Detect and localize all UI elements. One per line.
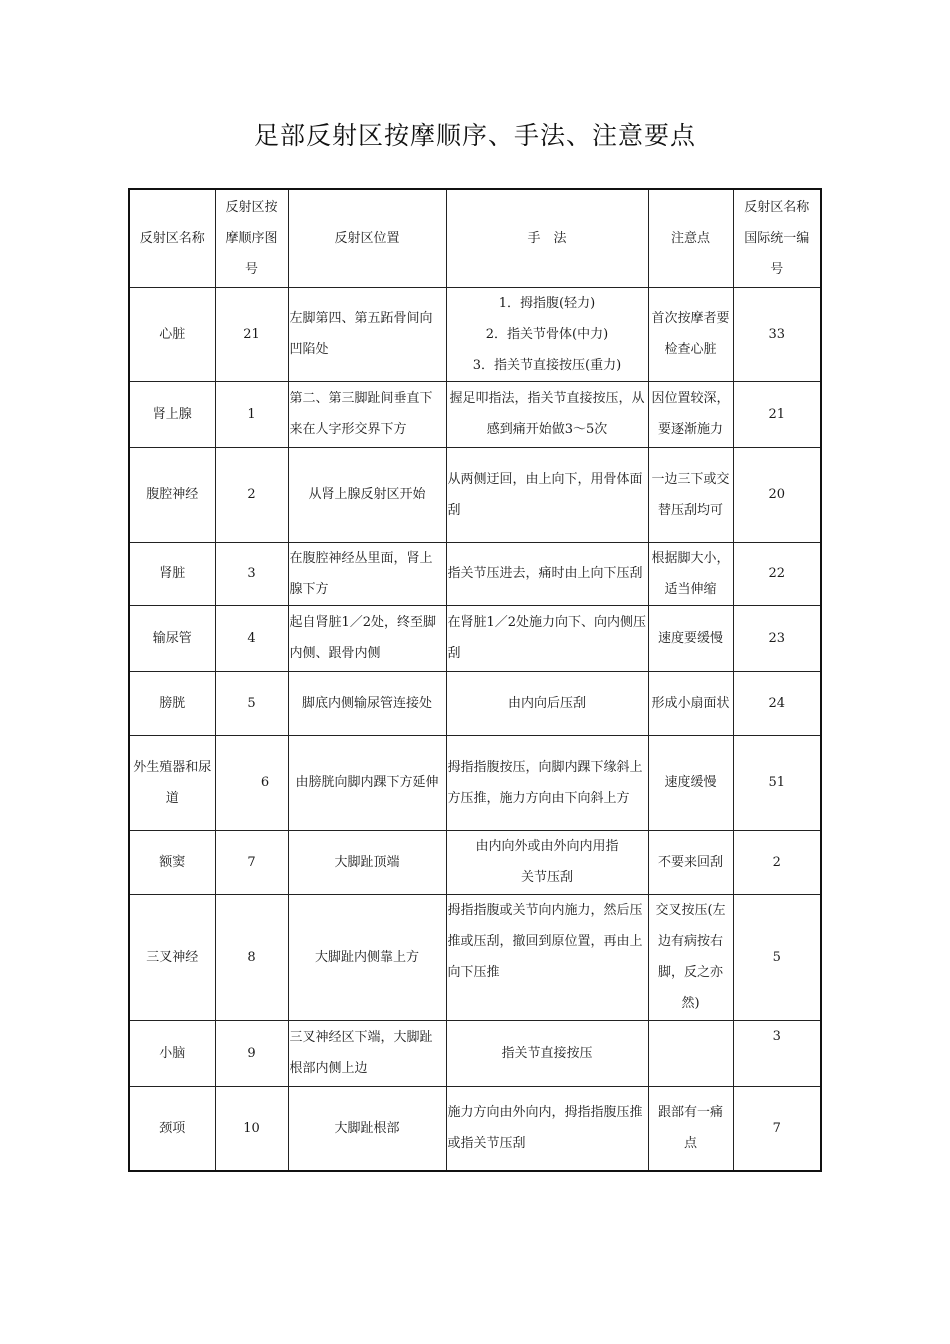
zone-position: 大脚趾根部 bbox=[288, 1086, 446, 1171]
zone-position: 由膀胱向脚内踝下方延伸 bbox=[288, 735, 446, 830]
zone-name: 腹腔神经 bbox=[129, 447, 215, 542]
table-row bbox=[129, 605, 821, 671]
zone-position: 起自肾脏1／2处，终至脚内侧、跟骨内侧 bbox=[288, 605, 446, 671]
zone-name: 肾脏 bbox=[129, 542, 215, 605]
zone-intl-code: 33 bbox=[733, 287, 821, 381]
zone-name: 外生殖器和尿道 bbox=[129, 735, 215, 830]
zone-technique: 1．拇指腹(轻力) 2．指关节骨体(中力) 3．指关节直接按压(重力) bbox=[446, 287, 648, 381]
header-position: 反射区位置 bbox=[288, 189, 446, 287]
table-header-row bbox=[129, 189, 821, 287]
zone-position: 第二、第三脚趾间垂直下来在人字形交界下方 bbox=[288, 381, 446, 447]
table-row bbox=[129, 894, 821, 1020]
zone-technique: 由内向后压刮 bbox=[446, 671, 648, 735]
zone-order: 3 bbox=[215, 542, 288, 605]
page-title: 足部反射区按摩顺序、手法、注意要点 bbox=[253, 121, 696, 150]
table-row bbox=[129, 381, 821, 447]
header-order: 反射区按 摩顺序图 号 bbox=[215, 189, 288, 287]
zone-intl-code: 22 bbox=[733, 542, 821, 605]
zone-order: 9 bbox=[215, 1020, 288, 1086]
zone-technique: 从两侧迂回，由上向下，用骨体面刮 bbox=[446, 447, 648, 542]
reflex-zone-table bbox=[128, 188, 822, 1172]
zone-intl-code: 3 bbox=[733, 1020, 821, 1086]
zone-position: 大脚趾顶端 bbox=[288, 830, 446, 894]
zone-order: 7 bbox=[215, 830, 288, 894]
zone-technique: 指关节直接按压 bbox=[446, 1020, 648, 1086]
table-row bbox=[129, 671, 821, 735]
zone-intl-code: 20 bbox=[733, 447, 821, 542]
zone-order: 10 bbox=[215, 1086, 288, 1171]
zone-notes: 不要来回刮 bbox=[648, 830, 733, 894]
zone-technique: 拇指指腹按压，向脚内踝下缘斜上方压推，施力方向由下向斜上方 bbox=[446, 735, 648, 830]
zone-order: 1 bbox=[215, 381, 288, 447]
zone-name: 膀胱 bbox=[129, 671, 215, 735]
zone-notes bbox=[648, 1020, 733, 1086]
header-intl-code: 反射区名称 国际统一编 号 bbox=[733, 189, 821, 287]
table-row bbox=[129, 1020, 821, 1086]
zone-intl-code: 7 bbox=[733, 1086, 821, 1171]
zone-name: 三叉神经 bbox=[129, 894, 215, 1020]
zone-notes: 首次按摩者要检查心脏 bbox=[648, 287, 733, 381]
zone-position: 左脚第四、第五跖骨间向凹陷处 bbox=[288, 287, 446, 381]
zone-position: 大脚趾内侧靠上方 bbox=[288, 894, 446, 1020]
zone-name: 心脏 bbox=[129, 287, 215, 381]
zone-name: 输尿管 bbox=[129, 605, 215, 671]
table-row bbox=[129, 1086, 821, 1171]
zone-notes: 形成小扇面状 bbox=[648, 671, 733, 735]
table-row bbox=[129, 287, 821, 381]
zone-order: 4 bbox=[215, 605, 288, 671]
header-technique: 手 法 bbox=[446, 189, 648, 287]
table-row bbox=[129, 735, 821, 830]
zone-order: 21 bbox=[215, 287, 288, 381]
zone-notes: 跟部有一痛点 bbox=[648, 1086, 733, 1171]
zone-technique: 拇指指腹或关节向内施力，然后压推或压刮，撤回到原位置，再由上向下压推 bbox=[446, 894, 648, 1020]
zone-order: 5 bbox=[215, 671, 288, 735]
zone-name: 额窦 bbox=[129, 830, 215, 894]
zone-position: 在腹腔神经丛里面，肾上腺下方 bbox=[288, 542, 446, 605]
header-name: 反射区名称 bbox=[129, 189, 215, 287]
zone-notes: 一边三下或交替压刮均可 bbox=[648, 447, 733, 542]
zone-position: 从肾上腺反射区开始 bbox=[288, 447, 446, 542]
zone-technique: 施力方向由外向内，拇指指腹压推或指关节压刮 bbox=[446, 1086, 648, 1171]
header-notes: 注意点 bbox=[648, 189, 733, 287]
zone-intl-code: 5 bbox=[733, 894, 821, 1020]
zone-technique: 由内向外或由外向内用指关节压刮 bbox=[446, 830, 648, 894]
zone-notes: 交叉按压(左边有病按右脚，反之亦然) bbox=[648, 894, 733, 1020]
zone-name: 小脑 bbox=[129, 1020, 215, 1086]
zone-notes: 速度缓慢 bbox=[648, 735, 733, 830]
zone-notes: 速度要缓慢 bbox=[648, 605, 733, 671]
table-row bbox=[129, 447, 821, 542]
zone-order: 8 bbox=[215, 894, 288, 1020]
zone-technique: 指关节压进去，痛时由上向下压刮 bbox=[446, 542, 648, 605]
zone-technique: 在肾脏1／2处施力向下、向内侧压刮 bbox=[446, 605, 648, 671]
zone-name: 颈项 bbox=[129, 1086, 215, 1171]
zone-position: 脚底内侧输尿管连接处 bbox=[288, 671, 446, 735]
zone-position: 三叉神经区下端，大脚趾根部内侧上边 bbox=[288, 1020, 446, 1086]
zone-notes: 根据脚大小，适当伸缩 bbox=[648, 542, 733, 605]
table-row bbox=[129, 830, 821, 894]
zone-technique: 握足叩指法，指关节直接按压，从感到痛开始做3～5次 bbox=[446, 381, 648, 447]
zone-name: 肾上腺 bbox=[129, 381, 215, 447]
zone-order: 2 bbox=[215, 447, 288, 542]
zone-intl-code: 24 bbox=[733, 671, 821, 735]
zone-intl-code: 2 bbox=[733, 830, 821, 894]
table-row bbox=[129, 542, 821, 605]
zone-intl-code: 23 bbox=[733, 605, 821, 671]
zone-notes: 因位置较深，要逐渐施力 bbox=[648, 381, 733, 447]
zone-intl-code: 21 bbox=[733, 381, 821, 447]
zone-order: 6 bbox=[215, 735, 288, 830]
zone-intl-code: 51 bbox=[733, 735, 821, 830]
